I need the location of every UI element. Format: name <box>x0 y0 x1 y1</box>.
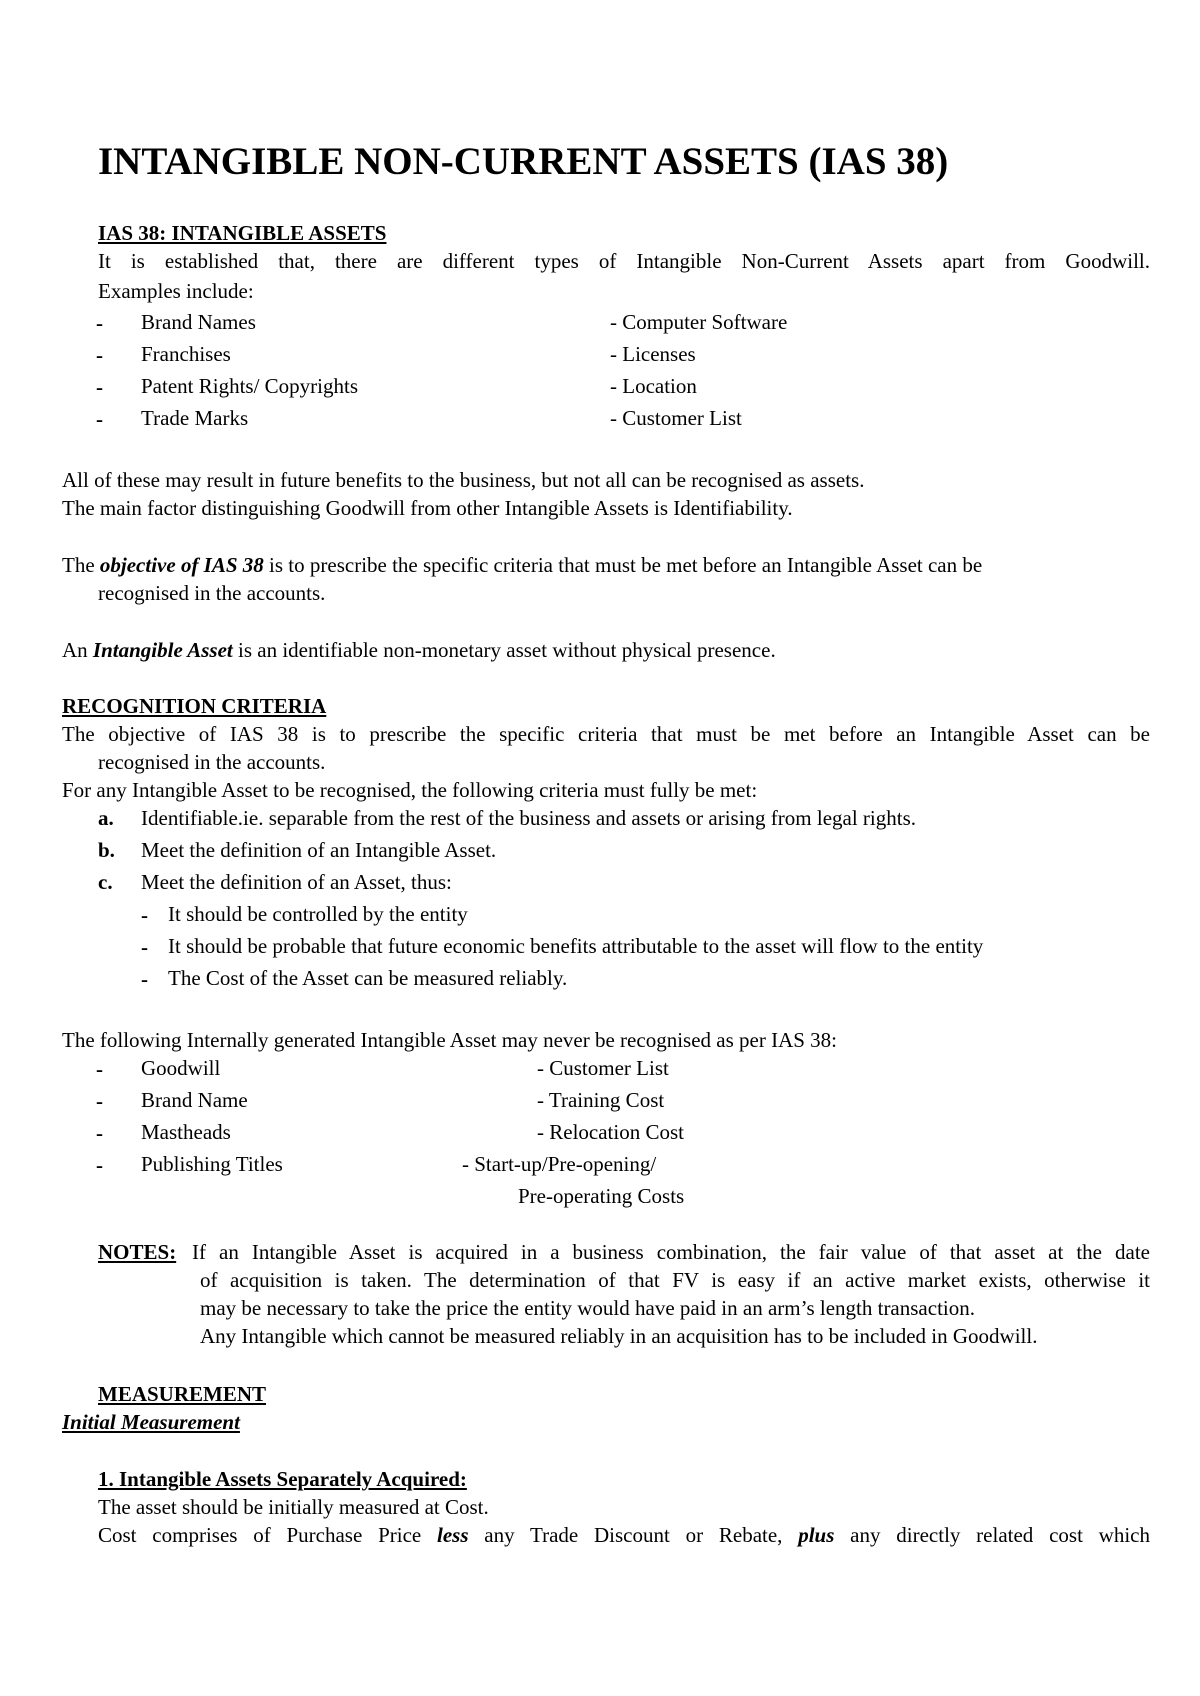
objective-paragraph-cont: recognised in the accounts. <box>98 581 326 605</box>
list-item-label: Meet the definition of an Intangible Asset. <box>141 838 497 862</box>
list-item-label: Patent Rights/ Copyrights <box>141 374 359 398</box>
objective-paragraph <box>62 551 982 580</box>
list-item-label: Goodwill <box>141 1056 221 1080</box>
list-item-label: Trade Marks <box>141 406 249 430</box>
bullet-marker: - <box>96 1121 103 1145</box>
notes-line-4: Any Intangible which cannot be measured reliably in an acquisition has to be included in Goodwill. <box>200 1324 1038 1348</box>
list-item-label: The Cost of the Asset can be measured reliably. <box>168 966 568 990</box>
list-item-label: Meet the definition of an Asset, thus: <box>141 870 452 894</box>
list-marker: c. <box>98 870 113 894</box>
notes-line-3: may be necessary to take the price the entity would have paid in an arm’s length transaction. <box>200 1296 975 1320</box>
list-item-label: Mastheads <box>141 1120 231 1144</box>
definition-paragraph <box>62 636 776 665</box>
emphasis: less <box>437 1523 469 1547</box>
list-item-right: - Start-up/Pre-opening/ <box>462 1152 657 1176</box>
bullet-marker: - <box>96 1089 103 1113</box>
paragraph: All of these may result in future benefits to the business, but not all can be recognised as assets. <box>62 468 865 492</box>
intro-line-2: Examples include: <box>98 279 254 303</box>
text-run: any Trade Discount or Rebate, <box>468 1523 799 1547</box>
list-item-label: Identifiable.ie. separable from the rest of the business and assets or arising from legal rights. <box>141 806 917 830</box>
recognition-line-3: For any Intangible Asset to be recognised, the following criteria must fully be met: <box>62 778 758 802</box>
paragraph: The main factor distinguishing Goodwill from other Intangible Assets is Identifiability. <box>62 496 793 520</box>
bullet-marker: - <box>96 1153 103 1177</box>
text-run: Cost comprises of Purchase Price <box>98 1523 437 1547</box>
list-item-label: Publishing Titles <box>141 1152 283 1176</box>
list-item-label: Franchises <box>141 342 231 366</box>
list-item-right: - Relocation Cost <box>537 1120 684 1144</box>
text-run: The <box>62 553 100 577</box>
list-item-label: It should be probable that future economic benefits attributable to the asset will flow to the entity <box>168 934 984 958</box>
emphasis: plus <box>798 1523 835 1547</box>
recognition-line-2: recognised in the accounts. <box>98 750 326 774</box>
never-recognised-intro: The following Internally generated Intangible Asset may never be recognised as per IAS 38: <box>62 1028 838 1052</box>
subheading-initial-measurement: Initial Measurement <box>62 1410 240 1434</box>
section-heading-measurement: MEASUREMENT <box>98 1382 267 1406</box>
notes-line-1: If an Intangible Asset is acquired in a business combination, the fair value of that asset at the date <box>192 1240 1150 1264</box>
list-item-right: - Computer Software <box>610 310 788 334</box>
list-item-right: - Licenses <box>610 342 696 366</box>
list-item-label: Brand Names <box>141 310 256 334</box>
intro-line-1: It is established that, there are different types of Intangible Non-Current Assets apart from Goodwill. <box>98 249 1150 273</box>
item-heading: 1. Intangible Assets Separately Acquired: <box>98 1467 467 1491</box>
section-heading-recognition: RECOGNITION CRITERIA <box>62 694 327 718</box>
emphasis: Intangible Asset <box>92 638 233 662</box>
recognition-line-1: The objective of IAS 38 is to prescribe the specific criteria that must be met before an Intangible Asset can be <box>62 722 1150 746</box>
text-run: is an identifiable non-monetary asset without physical presence. <box>232 638 776 662</box>
list-item-right: - Location <box>610 374 697 398</box>
bullet-marker: - <box>96 311 103 335</box>
text-run: An <box>62 638 93 662</box>
bullet-marker: - <box>141 903 148 927</box>
bullet-marker: - <box>96 1057 103 1081</box>
notes-label: NOTES: <box>98 1240 177 1264</box>
list-item-right: - Customer List <box>537 1056 669 1080</box>
bullet-marker: - <box>96 375 103 399</box>
bullet-marker: - <box>96 343 103 367</box>
list-item-right: - Training Cost <box>537 1088 665 1112</box>
text-run: is to prescribe the specific criteria that must be met before an Intangible Asset can be <box>263 553 983 577</box>
list-marker: b. <box>98 838 115 862</box>
bullet-marker: - <box>141 935 148 959</box>
text-run: any directly related cost which <box>834 1523 1150 1547</box>
bullet-marker: - <box>141 967 148 991</box>
list-item-right: - Customer List <box>610 406 742 430</box>
emphasis: objective of IAS 38 <box>99 553 264 577</box>
list-item-label: Brand Name <box>141 1088 248 1112</box>
measurement-line-2 <box>98 1521 1150 1550</box>
bullet-marker: - <box>96 407 103 431</box>
page-title: INTANGIBLE NON-CURRENT ASSETS (IAS 38) <box>98 140 949 183</box>
notes-line-2: of acquisition is taken. The determination of that FV is easy if an active market exists, otherwise it <box>200 1268 1150 1292</box>
measurement-line-1: The asset should be initially measured at Cost. <box>98 1495 489 1519</box>
list-item-label: It should be controlled by the entity <box>168 902 468 926</box>
list-item-right-cont: Pre-operating Costs <box>518 1184 685 1208</box>
section-heading-ias38: IAS 38: INTANGIBLE ASSETS <box>98 221 387 245</box>
list-marker: a. <box>98 806 114 830</box>
